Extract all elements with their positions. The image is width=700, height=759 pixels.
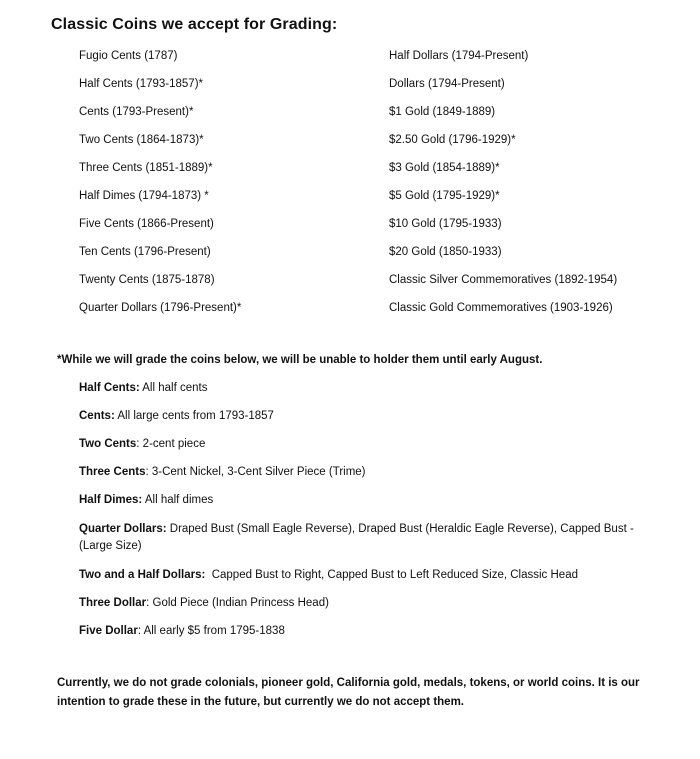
detail-text: : 2-cent piece (136, 438, 206, 450)
detail-item (79, 465, 669, 479)
list-item: $3 Gold (1854-1889)* (389, 162, 500, 174)
list-item: Dollars (1794-Present) (389, 78, 505, 90)
detail-item (79, 409, 669, 423)
list-item: $1 Gold (1849-1889) (389, 106, 496, 118)
detail-text: Capped Bust to Right, Capped Bust to Left Reduced Size, Classic Head (205, 569, 578, 581)
detail-item (79, 624, 669, 638)
details-list (79, 381, 669, 652)
list-item: Half Cents (1793-1857)* (79, 78, 204, 90)
list-item: Cents (1793-Present)* (79, 106, 194, 118)
detail-label: Two Cents (79, 438, 137, 450)
coin-list-left (79, 49, 241, 329)
footer-note: Currently, we do not grade colonials, pioneer gold, California gold, medals, tokens, or world coins. It is our intention to grade these in the future, but currently we do not accept them. (57, 677, 640, 708)
page-title: Classic Coins we accept for Grading: (51, 16, 338, 33)
detail-text: All half cents (139, 382, 208, 394)
detail-label: Five Dollar (79, 625, 138, 637)
list-item: Ten Cents (1796-Present) (79, 246, 211, 258)
list-item: Classic Gold Commemoratives (1903-1926) (389, 302, 613, 314)
list-item: Quarter Dollars (1796-Present)* (79, 302, 242, 314)
list-item: Classic Silver Commemoratives (1892-1954) (389, 274, 618, 286)
detail-text: All half dimes (142, 494, 214, 506)
detail-label: Three Cents (79, 466, 146, 478)
coin-list-right (389, 49, 617, 329)
list-item: Twenty Cents (1875-1878) (79, 274, 215, 286)
detail-text: Draped Bust (Small Eagle Reverse), Draped Bust (Heraldic Eagle Reverse), Capped Bust - (Large Size) (79, 523, 634, 552)
detail-item (79, 381, 669, 395)
list-item: $2.50 Gold (1796-1929)* (389, 134, 516, 146)
holder-notice: *While we will grade the coins below, we will be unable to holder them until early August. (57, 354, 543, 366)
detail-text: : Gold Piece (Indian Princess Head) (146, 597, 329, 609)
list-item: Two Cents (1864-1873)* (79, 134, 204, 146)
detail-item (79, 596, 669, 610)
list-item: Three Cents (1851-1889)* (79, 162, 213, 174)
detail-label: Quarter Dollars: (79, 523, 167, 535)
detail-label: Half Dimes: (79, 494, 143, 506)
list-item: Fugio Cents (1787) (79, 50, 178, 62)
list-item: Half Dollars (1794-Present) (389, 50, 529, 62)
list-item: Five Cents (1866-Present) (79, 218, 214, 230)
detail-item (79, 521, 669, 555)
detail-item (79, 493, 669, 507)
detail-label: Three Dollar (79, 597, 147, 609)
list-item: $10 Gold (1795-1933) (389, 218, 502, 230)
list-item: Half Dimes (1794-1873) * (79, 190, 209, 202)
detail-text: : 3-Cent Nickel, 3-Cent Silver Piece (Trime) (145, 466, 366, 478)
detail-text: : All early $5 from 1795-1838 (137, 625, 285, 637)
list-item: $5 Gold (1795-1929)* (389, 190, 500, 202)
detail-label: Cents: (79, 410, 115, 422)
detail-item (79, 437, 669, 451)
detail-item (79, 568, 669, 582)
list-item: $20 Gold (1850-1933) (389, 246, 502, 258)
detail-label: Half Cents: (79, 382, 140, 394)
detail-text: All large cents from 1793-1857 (114, 410, 274, 422)
detail-label: Two and a Half Dollars: (79, 569, 206, 581)
